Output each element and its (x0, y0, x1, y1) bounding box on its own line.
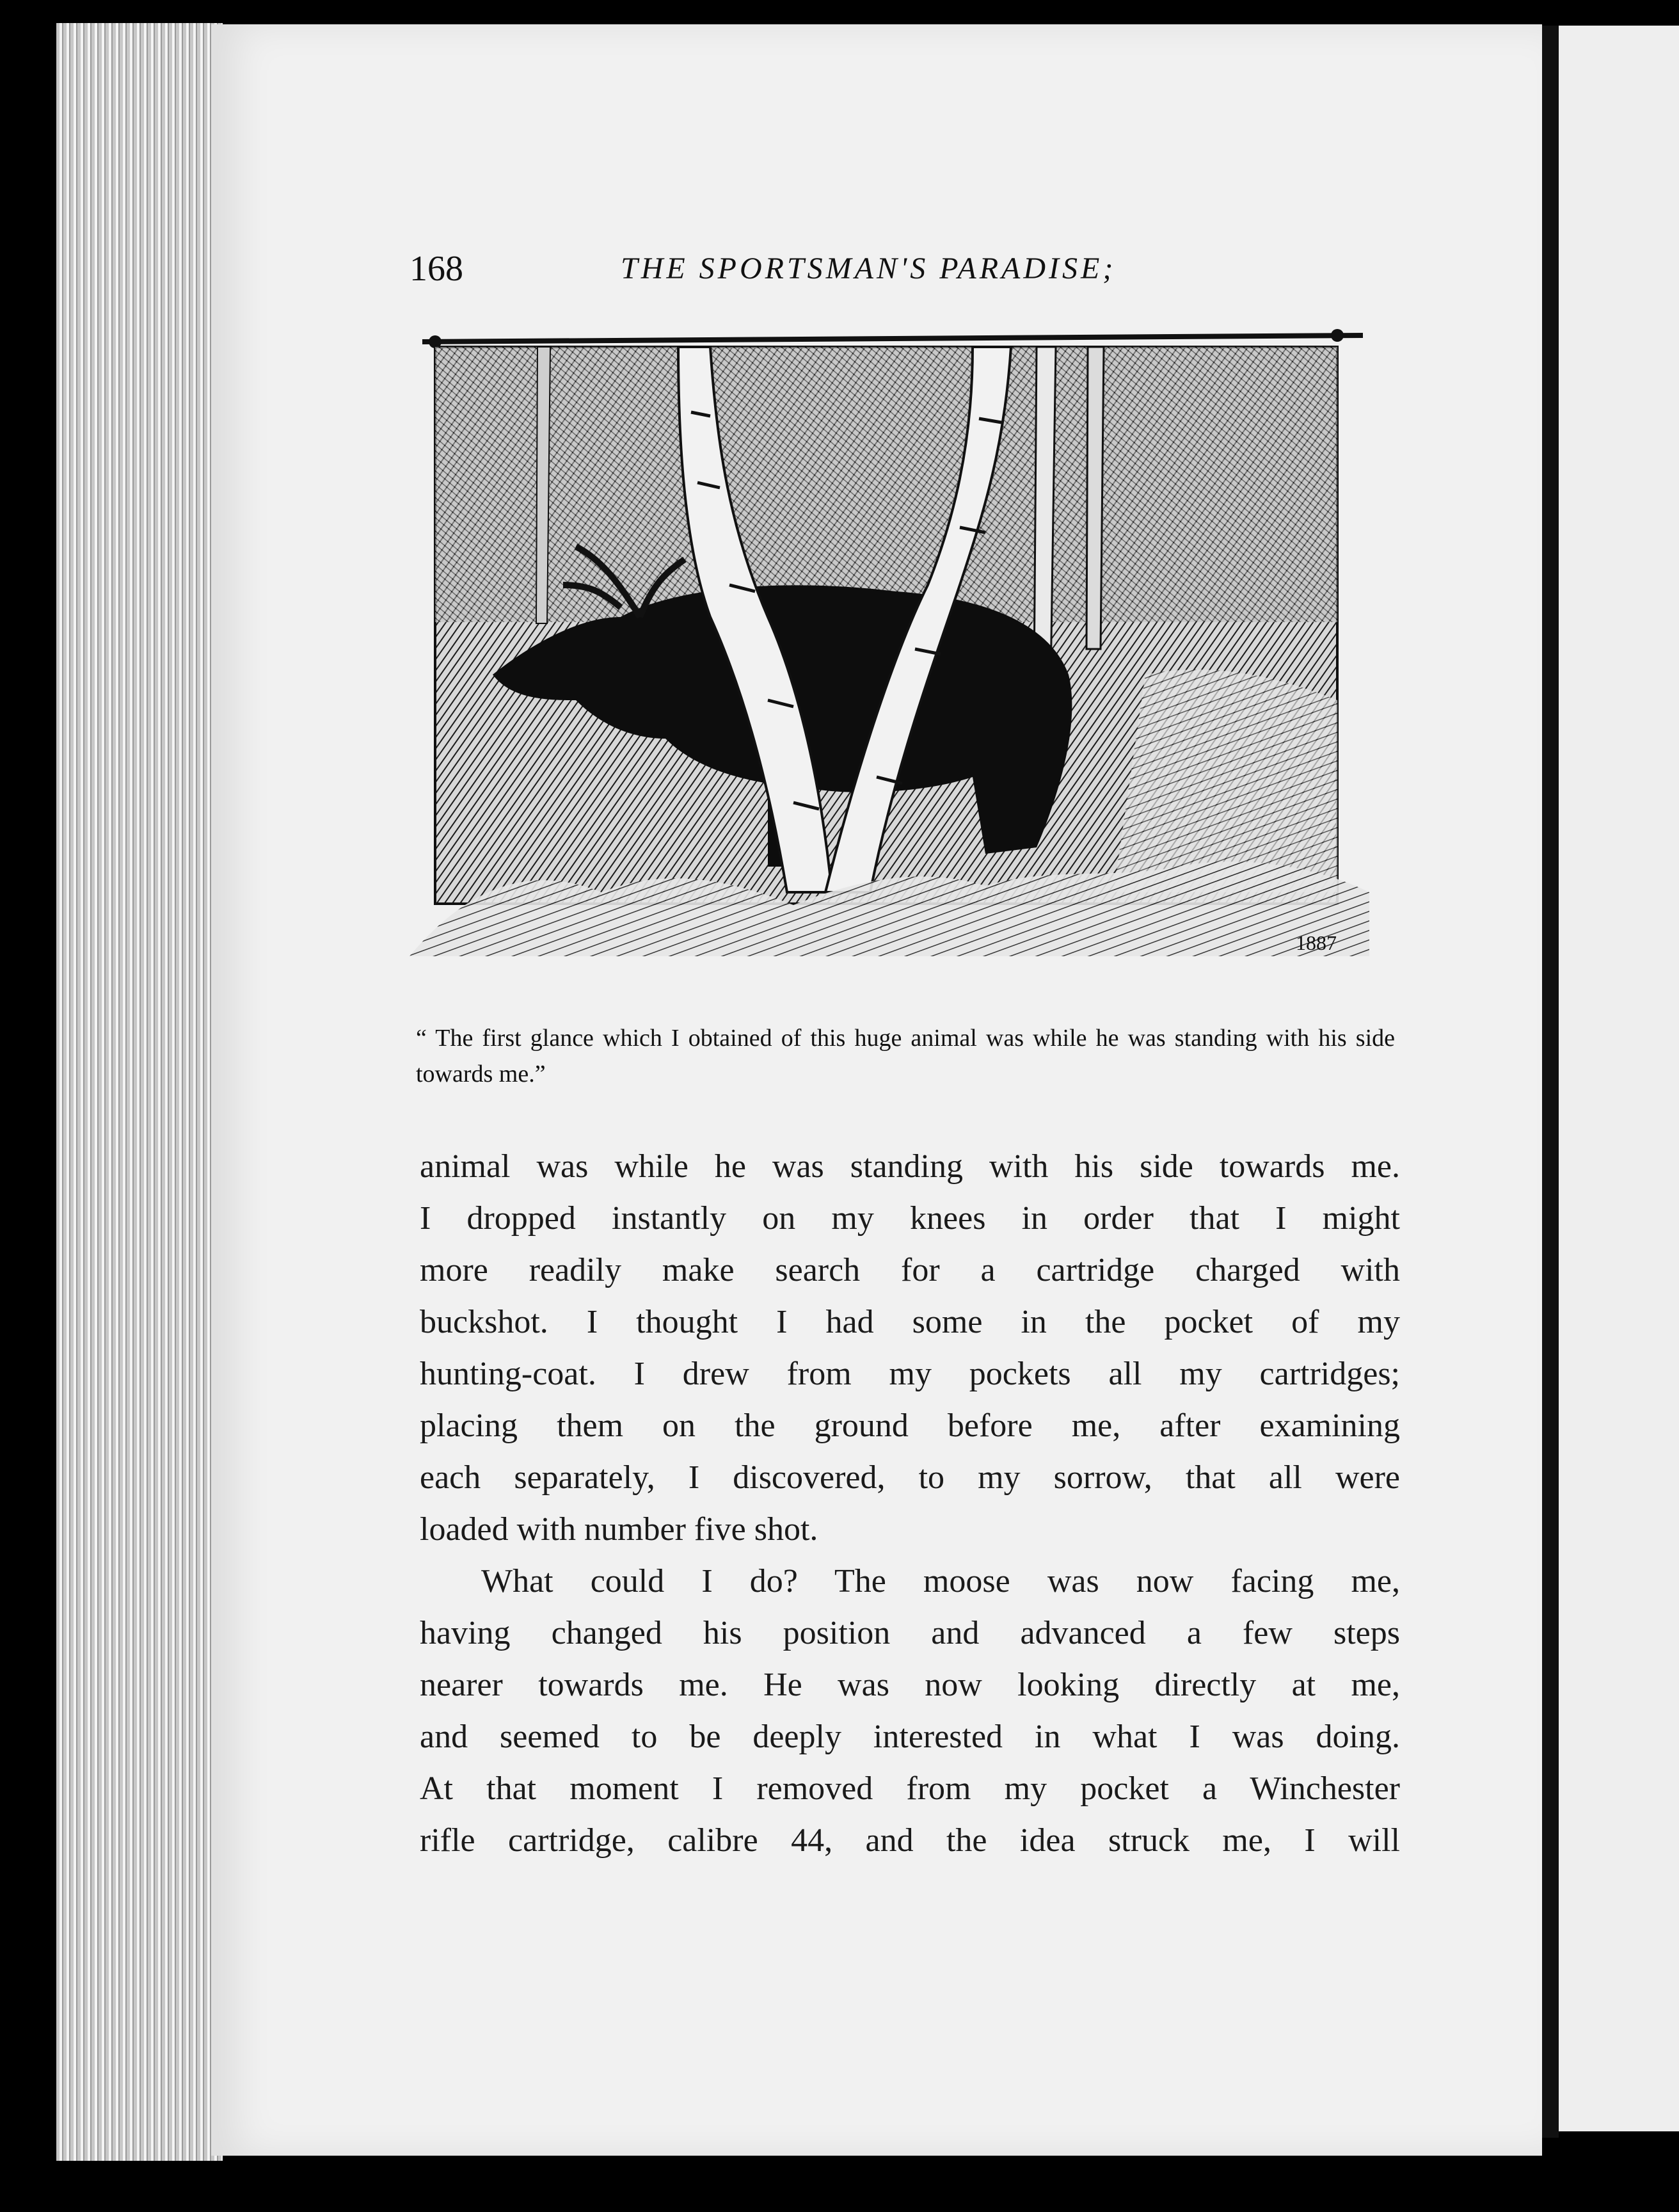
text-line: loaded with number five shot. (420, 1511, 818, 1548)
text-line: more readily make search for a cartridge charged with (420, 1252, 1400, 1288)
text-line: What could I do? The moose was now facing me, (481, 1563, 1400, 1599)
text-line: buckshot. I thought I had some in the pocket of my (420, 1304, 1400, 1340)
facing-page-edge (1559, 26, 1679, 2131)
running-head: THE SPORTSMAN'S PARADISE; (621, 252, 1117, 285)
moose-illustration (410, 316, 1369, 1020)
text-line: At that moment I removed from my pocket a Winchester (420, 1770, 1400, 1807)
page-edges (56, 23, 223, 2161)
text-line: placing them on the ground before me, after examining (420, 1407, 1400, 1444)
text-line: hunting-coat. I drew from my pockets all my cartridges; (420, 1356, 1400, 1392)
text-line: and seemed to be deeply interested in what I was doing. (420, 1719, 1400, 1755)
page-number: 168 (410, 249, 463, 289)
page-header (410, 242, 1318, 300)
engraving-image (410, 316, 1369, 1020)
artist-signature: 1887 (1296, 931, 1337, 954)
text-line: rifle cartridge, calibre 44, and the idea struck me, I will (420, 1822, 1400, 1859)
text-line: I dropped instantly on my knees in order that I might (420, 1200, 1400, 1237)
text-line: having changed his position and advanced a few steps (420, 1615, 1400, 1651)
text-line: nearer towards me. He was now looking directly at me, (420, 1667, 1400, 1703)
book-gutter (1542, 26, 1559, 2138)
illustration-caption: “ The first glance which I obtained of this huge animal was while he was standing with his side towards me.” (416, 1025, 1395, 1087)
body-text (420, 1141, 1400, 1866)
text-line: each separately, I discovered, to my sorrow, that all were (420, 1459, 1400, 1496)
text-line: animal was while he was standing with his side towards me. (420, 1148, 1400, 1185)
